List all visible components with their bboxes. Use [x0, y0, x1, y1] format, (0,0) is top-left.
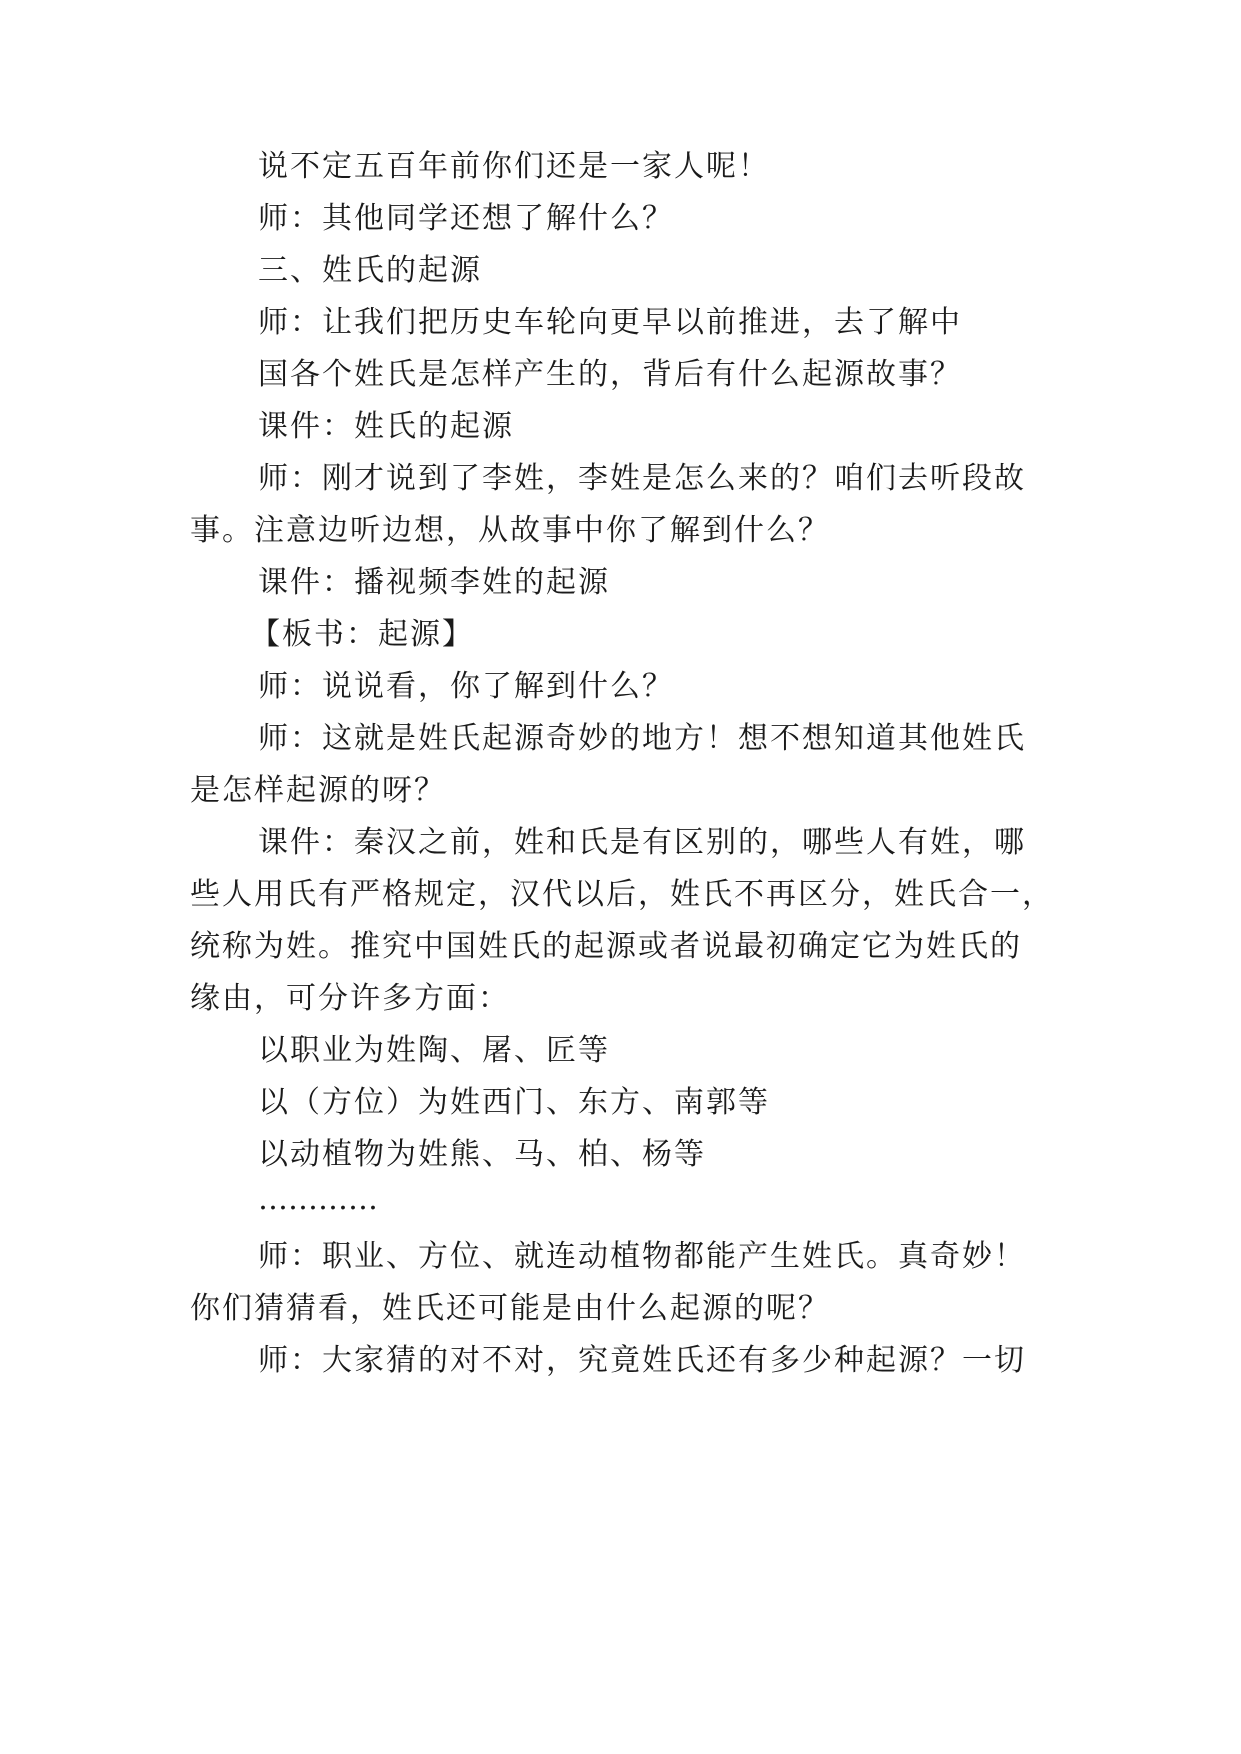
text-line: 师：这就是姓氏起源奇妙的地方！想不想知道其他姓氏 [258, 721, 1026, 756]
list-item: 以职业为姓陶、屠、匠等 [258, 1033, 610, 1068]
text-line: 师：大家猜的对不对，究竟姓氏还有多少种起源？一切 [258, 1343, 1026, 1378]
text-line: 师：说说看，你了解到什么？ [258, 669, 674, 704]
board-note: 【板书：起源】 [250, 617, 474, 652]
text-line: 师：刚才说到了李姓，李姓是怎么来的？咱们去听段故 [258, 461, 1026, 496]
text-line: 统称为姓。推究中国姓氏的起源或者说最初确定它为姓氏的 [190, 929, 1022, 964]
text-line: 课件：播视频李姓的起源 [258, 565, 610, 600]
ellipsis: ………… [258, 1182, 378, 1217]
text-line: 你们猜猜看，姓氏还可能是由什么起源的呢？ [190, 1291, 830, 1326]
section-heading: 三、姓氏的起源 [258, 253, 482, 288]
text-line: 课件：姓氏的起源 [258, 409, 514, 444]
text-line: 是怎样起源的呀？ [190, 773, 446, 808]
text-line: 事。注意边听边想，从故事中你了解到什么？ [190, 513, 830, 548]
text-line: 国各个姓氏是怎样产生的，背后有什么起源故事？ [258, 357, 962, 392]
text-line: 师：其他同学还想了解什么？ [258, 201, 674, 236]
text-line: 些人用氏有严格规定，汉代以后，姓氏不再区分，姓氏合一， [190, 877, 1054, 912]
text-line: 缘由，可分许多方面： [190, 981, 510, 1016]
list-item: 以动植物为姓熊、马、柏、杨等 [258, 1137, 706, 1172]
text-line: 师：让我们把历史车轮向更早以前推进，去了解中 [258, 305, 962, 340]
list-item: 以（方位）为姓西门、东方、南郭等 [258, 1085, 770, 1120]
text-line: 课件：秦汉之前，姓和氏是有区别的，哪些人有姓，哪 [258, 825, 1026, 860]
text-line: 说不定五百年前你们还是一家人呢！ [258, 149, 770, 184]
text-line: 师：职业、方位、就连动植物都能产生姓氏。真奇妙！ [258, 1239, 1026, 1274]
